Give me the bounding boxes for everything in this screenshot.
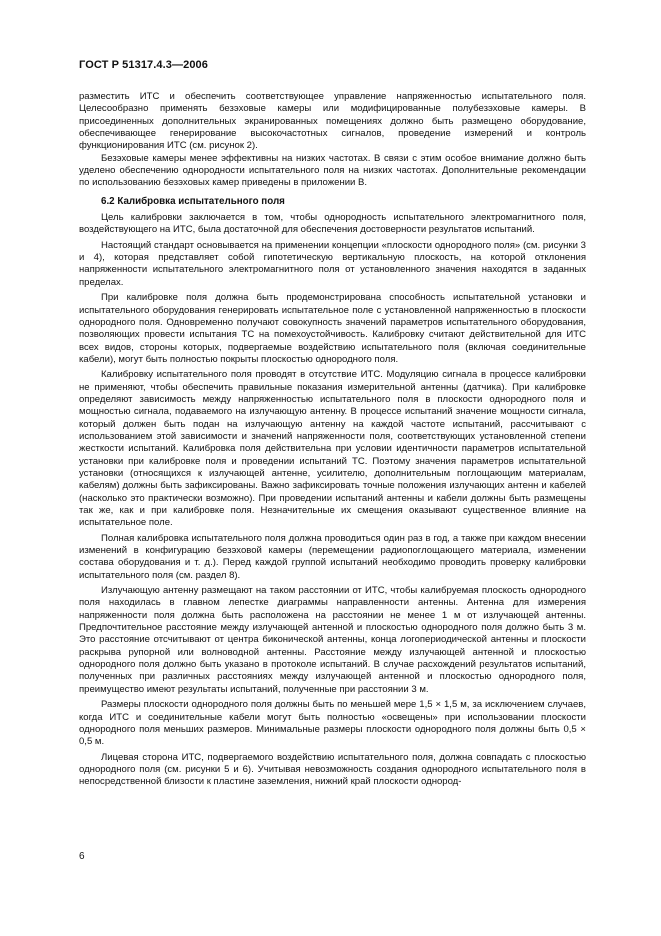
paragraph: Излучающую антенну размещают на таком расстоянии от ИТС, чтобы калибруемая плоскость однородного поля находилась в главном лепестке диаграммы направленности антенны. Антенна для измерения напряженности поля должна быть расположена на расстоянии не менее 1 м от излучающей антенны. Предпочтительное расстояние между излучающей антенной и плоскостью однородного поля должно быть 3 м. Это расстояние отсчитывают от центра биконической антенны, конца логопериодической антенны и плоскости раскрыва рупорной или волноводной антенны. Расстояние между излучающей антенной и плоскостью однородного поля должно быть указано в протоколе испытаний. В случае расхождений результатов испытаний, полученных при различных расстояниях между излучающей антенной и плоскостью однородного поля, преимущество имеют результаты испытаний, полученные при расстоянии 3 м. <box>79 585 586 695</box>
paragraph: Настоящий стандарт основывается на применении концепции «плоскости однородного поля» (см. рисунки 3 и 4), которая представляет собой гипотетическую вертикальную плоскость, на которой отклонения напряженности испытательного электромагнитного поля от установленного значения находятся в заданных пределах. <box>79 239 586 288</box>
paragraph: разместить ИТС и обеспечить соответствующее управление напряженностью испытательного поля. Целесообразно применять безэховые камеры или модифицированные полубезэховые камеры. В присоединенных дополнительных экранированных помещениях должно быть размещено оборудование, обеспечивающее генерирование высокочастотных сигналов, проведение измерений и контроль функционирования ИТС (см. рисунок 2). <box>79 91 586 152</box>
document-header: ГОСТ Р 51317.4.3—2006 <box>79 59 208 71</box>
paragraph: Калибровку испытательного поля проводят в отсутствие ИТС. Модуляцию сигнала в процессе калибровки не применяют, чтобы обеспечить правильные показания измерительной антенны (датчика). При калибровке определяют зависимость между напряженностью испытательного поля в плоскости однородного поля и мощностью сигнала, подаваемого на излучающую антенну. В процессе испытаний значение мощности сигнала, который должен быть подан на излучающую антенну на каждой частоте испытаний, рассчитывают с использованием этой зависимости и значений напряженности поля, соответствующих установленной степени жесткости испытаний. Калибровка поля действительна при условии идентичности параметров испытательной установки при калибровке поля и проведении испытаний ТС. Поэтому значения параметров испытательной установки (относящихся к излучающей антенне, усилителю, дополнительным поглощающим материалам, кабелям) должны быть зафиксированы. Важно зафиксировать точные положения излучающих антенн и кабелей (насколько это практически возможно). При проведении испытаний антенны и кабели должны быть размещены так же, как и при калибровке поля. Незначительные их смещения оказывают существенное влияние на испытательное поле. <box>79 369 586 529</box>
paragraph: При калибровке поля должна быть продемонстрирована способность испытательной установки и испытательного оборудования генерировать испытательное поле с установленной напряженностью в плоскости однородного поля. Одновременно получают совокупность значений параметров испытательного оборудования, позволяющих провести испытания ТС на помехоустойчивость. Калибровку считают действительной для ИТС всех видов, стороны которых, подвергаемые воздействию испытательного поля (включая соединительные кабели), могут быть полностью покрыты плоскостью однородного поля. <box>79 292 586 365</box>
paragraph: Безэховые камеры менее эффективны на низких частотах. В связи с этим особое внимание должно быть уделено обеспечению однородности испытательного поля на низких частотах. Дополнительные рекомендации по использованию безэховых камер приведены в приложении В. <box>79 152 586 189</box>
paragraph: Цель калибровки заключается в том, чтобы однородность испытательного электромагнитного поля, воздействующего на ИТС, была достаточной для обеспечения достоверности результатов испытаний. <box>79 212 586 236</box>
section-heading: 6.2 Калибровка испытательного поля <box>101 195 285 207</box>
paragraph: Лицевая сторона ИТС, подвергаемого воздействию испытательного поля, должна совпадать с плоскостью однородного поля (см. рисунки 5 и 6). Учитывая невозможность создания однородного испытательного поля в непосредственной близости к пластине заземления, нижний край плоскости однород- <box>79 751 586 788</box>
document-body <box>79 91 586 789</box>
paragraph: Полная калибровка испытательного поля должна проводиться один раз в год, а также при каждом внесении изменений в конфигурацию безэховой камеры (перемещении радиопоглощающего материала, изменении состава оборудования и т. д.). Перед каждой группой испытаний необходимо проводить проверку калибровки испытательного поля (см. раздел 8). <box>79 532 586 581</box>
page-number: 6 <box>79 851 85 862</box>
paragraph: Размеры плоскости однородного поля должны быть по меньшей мере 1,5 × 1,5 м, за исключением случаев, когда ИТС и соединительные кабели могут быть полностью «освещены» при использовании плоскости однородного поля меньших размеров. Минимальные размеры плоскости однородного поля должны быть 0,5 × 0,5 м. <box>79 699 586 748</box>
